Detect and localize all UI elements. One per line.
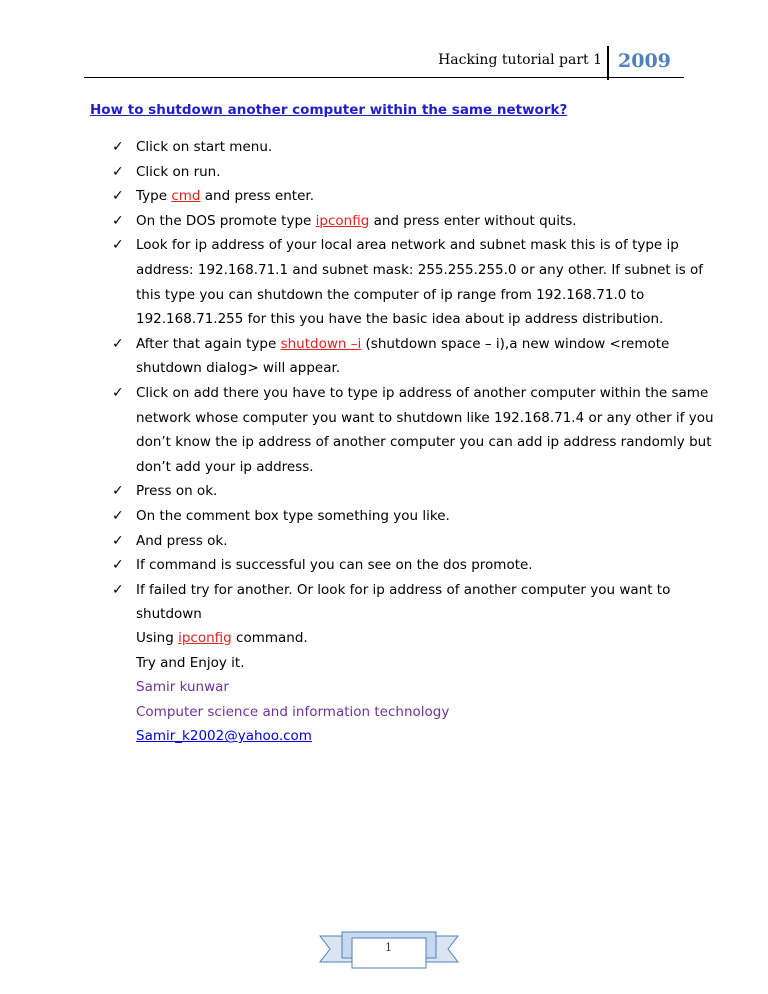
checkmark-icon: ✓ <box>112 507 124 524</box>
checkmark-icon: ✓ <box>112 335 124 352</box>
checkmark-icon: ✓ <box>112 212 124 229</box>
enjoy-line: Try and Enjoy it. <box>136 654 245 671</box>
header-title: Hacking tutorial part 1 <box>438 52 602 68</box>
checkmark-icon: ✓ <box>112 581 124 598</box>
step-text: Type <box>136 188 172 205</box>
using-after: command. <box>231 630 308 646</box>
step-item <box>112 553 722 578</box>
author-email-link[interactable]: Samir_k2002@yahoo.com <box>136 728 312 745</box>
checkmark-icon: ✓ <box>112 532 124 549</box>
step-item <box>112 160 722 185</box>
step-item <box>112 479 722 504</box>
checkmark-icon: ✓ <box>112 139 124 155</box>
author-department: Computer science and information technology <box>136 703 450 720</box>
step-text: On the comment box type something you like. <box>136 507 450 524</box>
step-item <box>112 209 722 234</box>
step-text: Press on ok. <box>136 483 218 500</box>
page-number-ribbon <box>318 930 460 970</box>
author-name: Samir kunwar <box>136 679 229 696</box>
checkmark-icon: ✓ <box>112 384 124 401</box>
page-header <box>0 40 768 88</box>
using-before: Using <box>136 630 179 646</box>
step-text: and press enter. <box>200 188 314 205</box>
page-number: 1 <box>385 941 392 954</box>
step-text: Click on start menu. <box>136 139 273 155</box>
step-item <box>112 504 722 529</box>
header-separator <box>607 46 609 80</box>
step-text: After that again type <box>136 335 281 352</box>
steps-list <box>112 135 722 627</box>
using-line <box>136 626 716 651</box>
step-text: Click on add there you have to type ip address of another computer within the same network whose computer you want to shutdown like 192.168.71.4 or any other if you don’t know the ip address of another computer you can add ip address randomly but don’t add your ip address. <box>136 384 714 475</box>
step-item <box>112 332 722 381</box>
document-title: How to shutdown another computer within the same network? <box>90 102 568 118</box>
checkmark-icon: ✓ <box>112 557 124 574</box>
checkmark-icon: ✓ <box>112 188 124 205</box>
step-item <box>112 381 722 479</box>
header-rule <box>84 77 684 78</box>
step-text: And press ok. <box>136 532 228 549</box>
checkmark-icon: ✓ <box>112 483 124 500</box>
using-highlight: ipconfig <box>178 630 232 646</box>
step-item <box>112 578 722 627</box>
step-item <box>112 233 722 331</box>
header-year: 2009 <box>618 50 671 72</box>
step-text: On the DOS promote type <box>136 212 316 229</box>
checkmark-icon: ✓ <box>112 237 124 254</box>
step-item <box>112 184 722 209</box>
step-text: Click on run. <box>136 163 221 180</box>
step-text: If command is successful you can see on the dos promote. <box>136 557 533 574</box>
checkmark-icon: ✓ <box>112 163 124 180</box>
step-highlight: cmd <box>171 188 201 205</box>
step-text: If failed try for another. Or look for ip address of another computer you want to shutdown <box>136 581 671 623</box>
closing-block <box>136 626 716 749</box>
step-item <box>112 135 722 160</box>
step-text: and press enter without quits. <box>369 212 577 229</box>
step-text: Look for ip address of your local area network and subnet mask this is of type ip address: 192.168.71.1 and subnet mask: 255.255.255.0 or any other. If subnet is of this type you can shutdown the computer of ip range from 192.168.71.0 to 192.168.71.255 for this you have the basic idea about ip address distribution. <box>136 237 704 328</box>
step-text: (shutdown space – i),a new window <remote shutdown dialog> will appear. <box>136 335 670 377</box>
step-highlight: shutdown –i <box>280 335 362 352</box>
step-highlight: ipconfig <box>315 212 370 229</box>
step-item <box>112 529 722 554</box>
